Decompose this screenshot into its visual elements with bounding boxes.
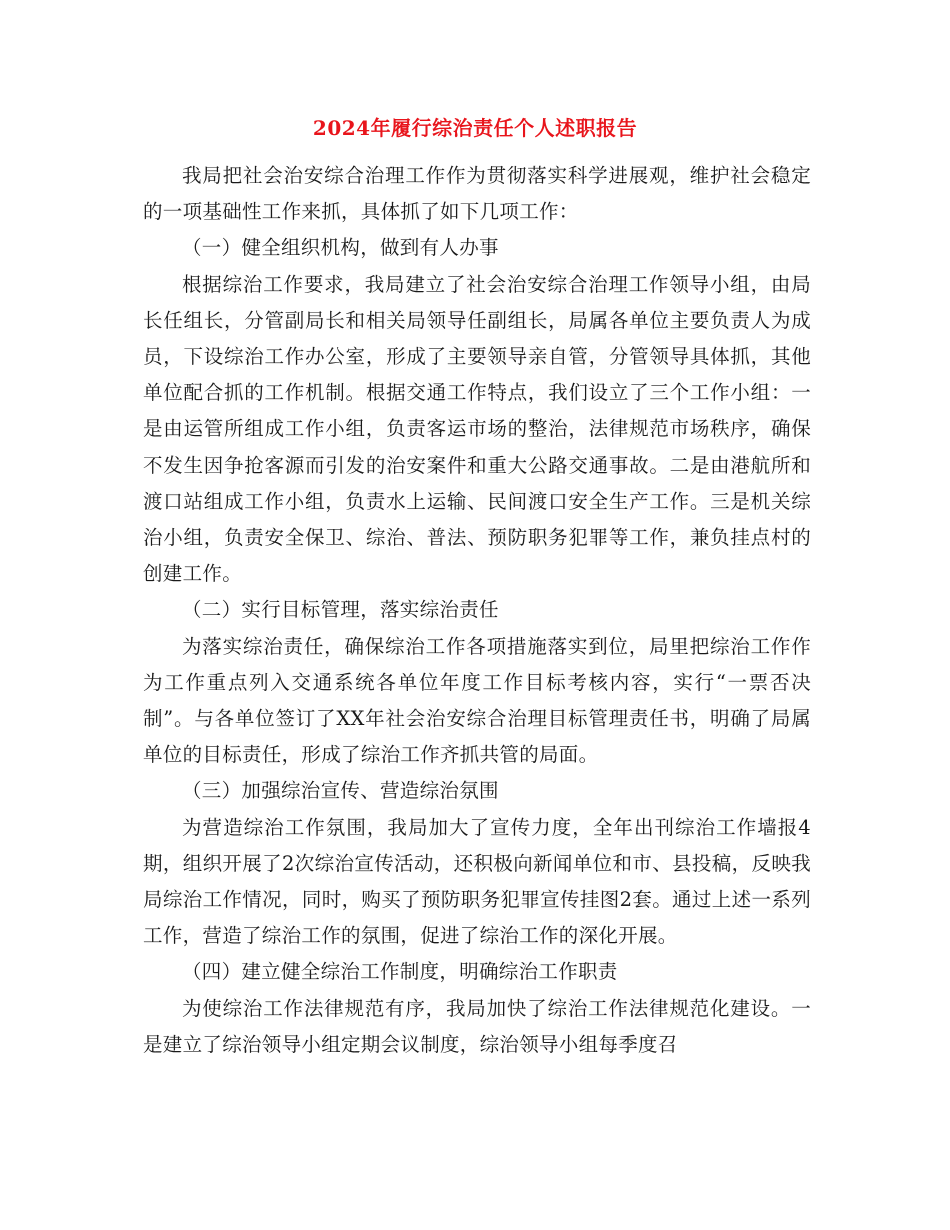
intro-paragraph: 我局把社会治安综合治理工作作为贯彻落实科学进展观，维护社会稳定的一项基础性工作来抓，具体抓了如下几项工作： [143,164,811,224]
document-title: 2024年履行综治责任个人述职报告 [312,116,638,140]
section-heading-3: （三）加强综治宣传、营造综治氛围 [182,779,499,803]
section-paragraph-1: 根据综治工作要求，我局建立了社会治安综合治理工作领导小组，由局长任组长，分管副局长和相关局领导任副组长，局属各单位主要负责人为成员，下设综治工作办公室，形成了主要领导亲自管，分管领导具体抓，其他单位配合抓的工作机制。根据交通工作特点，我们设立了三个工作小组：一是由运管所组成工作小组，负责客运市场的整治，法律规范市场秩序，确保不发生因争抢客源而引发的治安案件和重大公路交通事故。二是由港航所和渡口站组成工作小组，负责水上运输、民间渡口安全生产工作。三是机关综治小组，负责安全保卫、综治、普法、预防职务犯罪等工作，兼负挂点村的创建工作。 [143,272,811,586]
section-paragraph-2: 为落实综治责任，确保综治工作各项措施落实到位，局里把综治工作作为工作重点列入交通系统各单位年度工作目标考核内容，实行“一票否决制”。与各单位签订了XX年社会治安综合治理目标管理责任书，明确了局属单位的目标责任，形成了综治工作齐抓共管的局面。 [143,634,811,767]
section-paragraph-4: 为使综治工作法律规范有序，我局加快了综治工作法律规范化建设。一是建立了综治领导小组定期会议制度，综治领导小组每季度召 [143,996,811,1056]
section-heading-1: （一）健全组织机构，做到有人办事 [182,236,499,260]
section-paragraph-3: 为营造综治工作氛围，我局加大了宣传力度，全年出刊综治工作墙报4期，组织开展了2次综治宣传活动，还积极向新闻单位和市、县投稿，反映我局综治工作情况，同时，购买了预防职务犯罪宣传挂图2套。通过上述一系列工作，营造了综治工作的氛围，促进了综治工作的深化开展。 [143,815,811,948]
section-heading-4: （四）建立健全综治工作制度，明确综治工作职责 [182,960,618,984]
section-heading-2: （二）实行目标管理，落实综治责任 [182,598,499,622]
document-body [143,158,811,1063]
